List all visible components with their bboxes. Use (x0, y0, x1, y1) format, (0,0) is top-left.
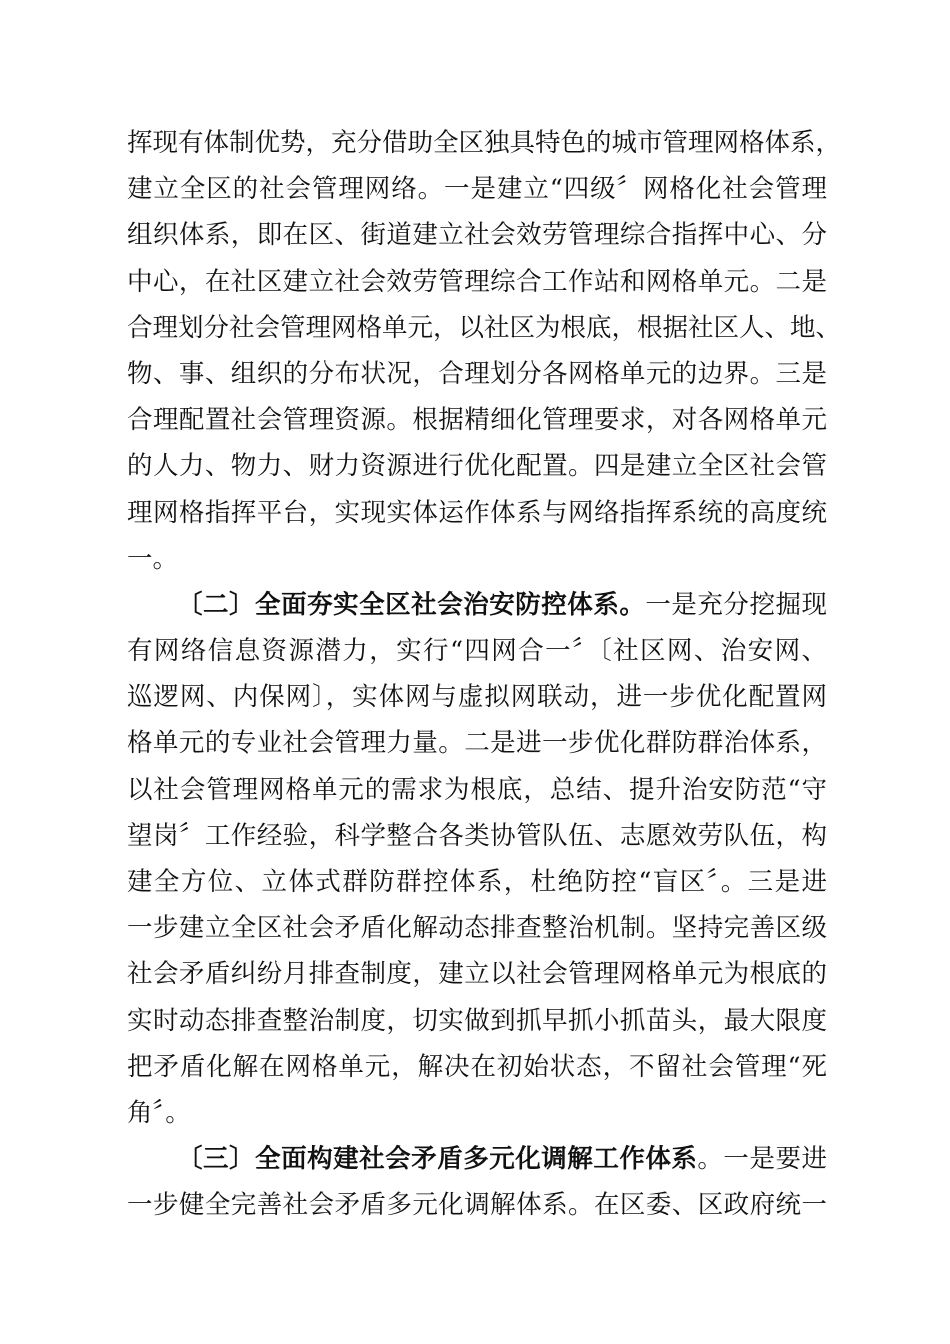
section-text: 一是充分挖掘现 (645, 589, 827, 620)
text-line: 合理划分社会管理网格单元，以社区为根底，根据社区人、地、 (127, 312, 842, 343)
text-line: 一。 (127, 543, 179, 574)
text-line: 理网格指挥平台，实现实体运作体系与网络指挥系统的高度统 (127, 497, 827, 528)
text-line: 挥现有体制优势，充分借助全区独具特色的城市管理网格体系， (127, 128, 842, 158)
section-text: 。一是要进 (697, 1144, 827, 1175)
section-heading-line (127, 582, 827, 628)
text-line: 社会矛盾纠纷月排查制度，建立以社会管理网格单元为根底的 (127, 959, 827, 990)
section-heading-3: 〔三〕全面构建社会矛盾多元化调解工作体系 (177, 1144, 698, 1175)
text-line: 望岗〞工作经验，科学整合各类协管队伍、志愿效劳队伍，构 (127, 820, 827, 851)
text-line: 有网络信息资源潜力，实行“四网合一〞〔社区网、治安网、 (127, 636, 827, 667)
text-line: 一步健全完善社会矛盾多元化调解体系。在区委、区政府统一 (127, 1190, 827, 1221)
text-line: 合理配置社会管理资源。根据精细化管理要求，对各网格单元 (127, 405, 827, 436)
text-line: 组织体系，即在区、街道建立社会效劳管理综合指挥中心、分 (127, 220, 827, 251)
body-text (127, 120, 842, 1229)
text-line: 建立全区的社会管理网络。一是建立“四级〞网格化社会管理 (127, 174, 827, 205)
text-line: 物、事、组织的分布状况，合理划分各网格单元的边界。三是 (127, 358, 827, 389)
section-heading-line (127, 1136, 827, 1182)
text-line: 把矛盾化解在网格单元，解决在初始状态，不留社会管理“死 (127, 1051, 827, 1082)
text-line: 格单元的专业社会管理力量。二是进一步优化群防群治体系， (127, 728, 827, 759)
text-line: 实时动态排查整治制度，切实做到抓早抓小抓苗头，最大限度 (127, 1005, 827, 1036)
text-line: 的人力、物力、财力资源进行优化配置。四是建立全区社会管 (127, 451, 827, 482)
text-line: 巡逻网、内保网〕，实体网与虚拟网联动，进一步优化配置网 (127, 682, 827, 713)
text-line: 以社会管理网格单元的需求为根底，总结、提升治安防范“守 (127, 774, 827, 805)
text-line: 建全方位、立体式群防群控体系，杜绝防控“盲区〞。三是进 (127, 867, 827, 897)
section-heading-2: 〔二〕全面夯实全区社会治安防控体系。 (177, 589, 646, 620)
text-line: 一步建立全区社会矛盾化解动态排查整治机制。坚持完善区级 (127, 913, 827, 944)
text-line: 角〞。 (127, 1097, 191, 1128)
text-line: 中心，在社区建立社会效劳管理综合工作站和网格单元。二是 (127, 266, 827, 297)
